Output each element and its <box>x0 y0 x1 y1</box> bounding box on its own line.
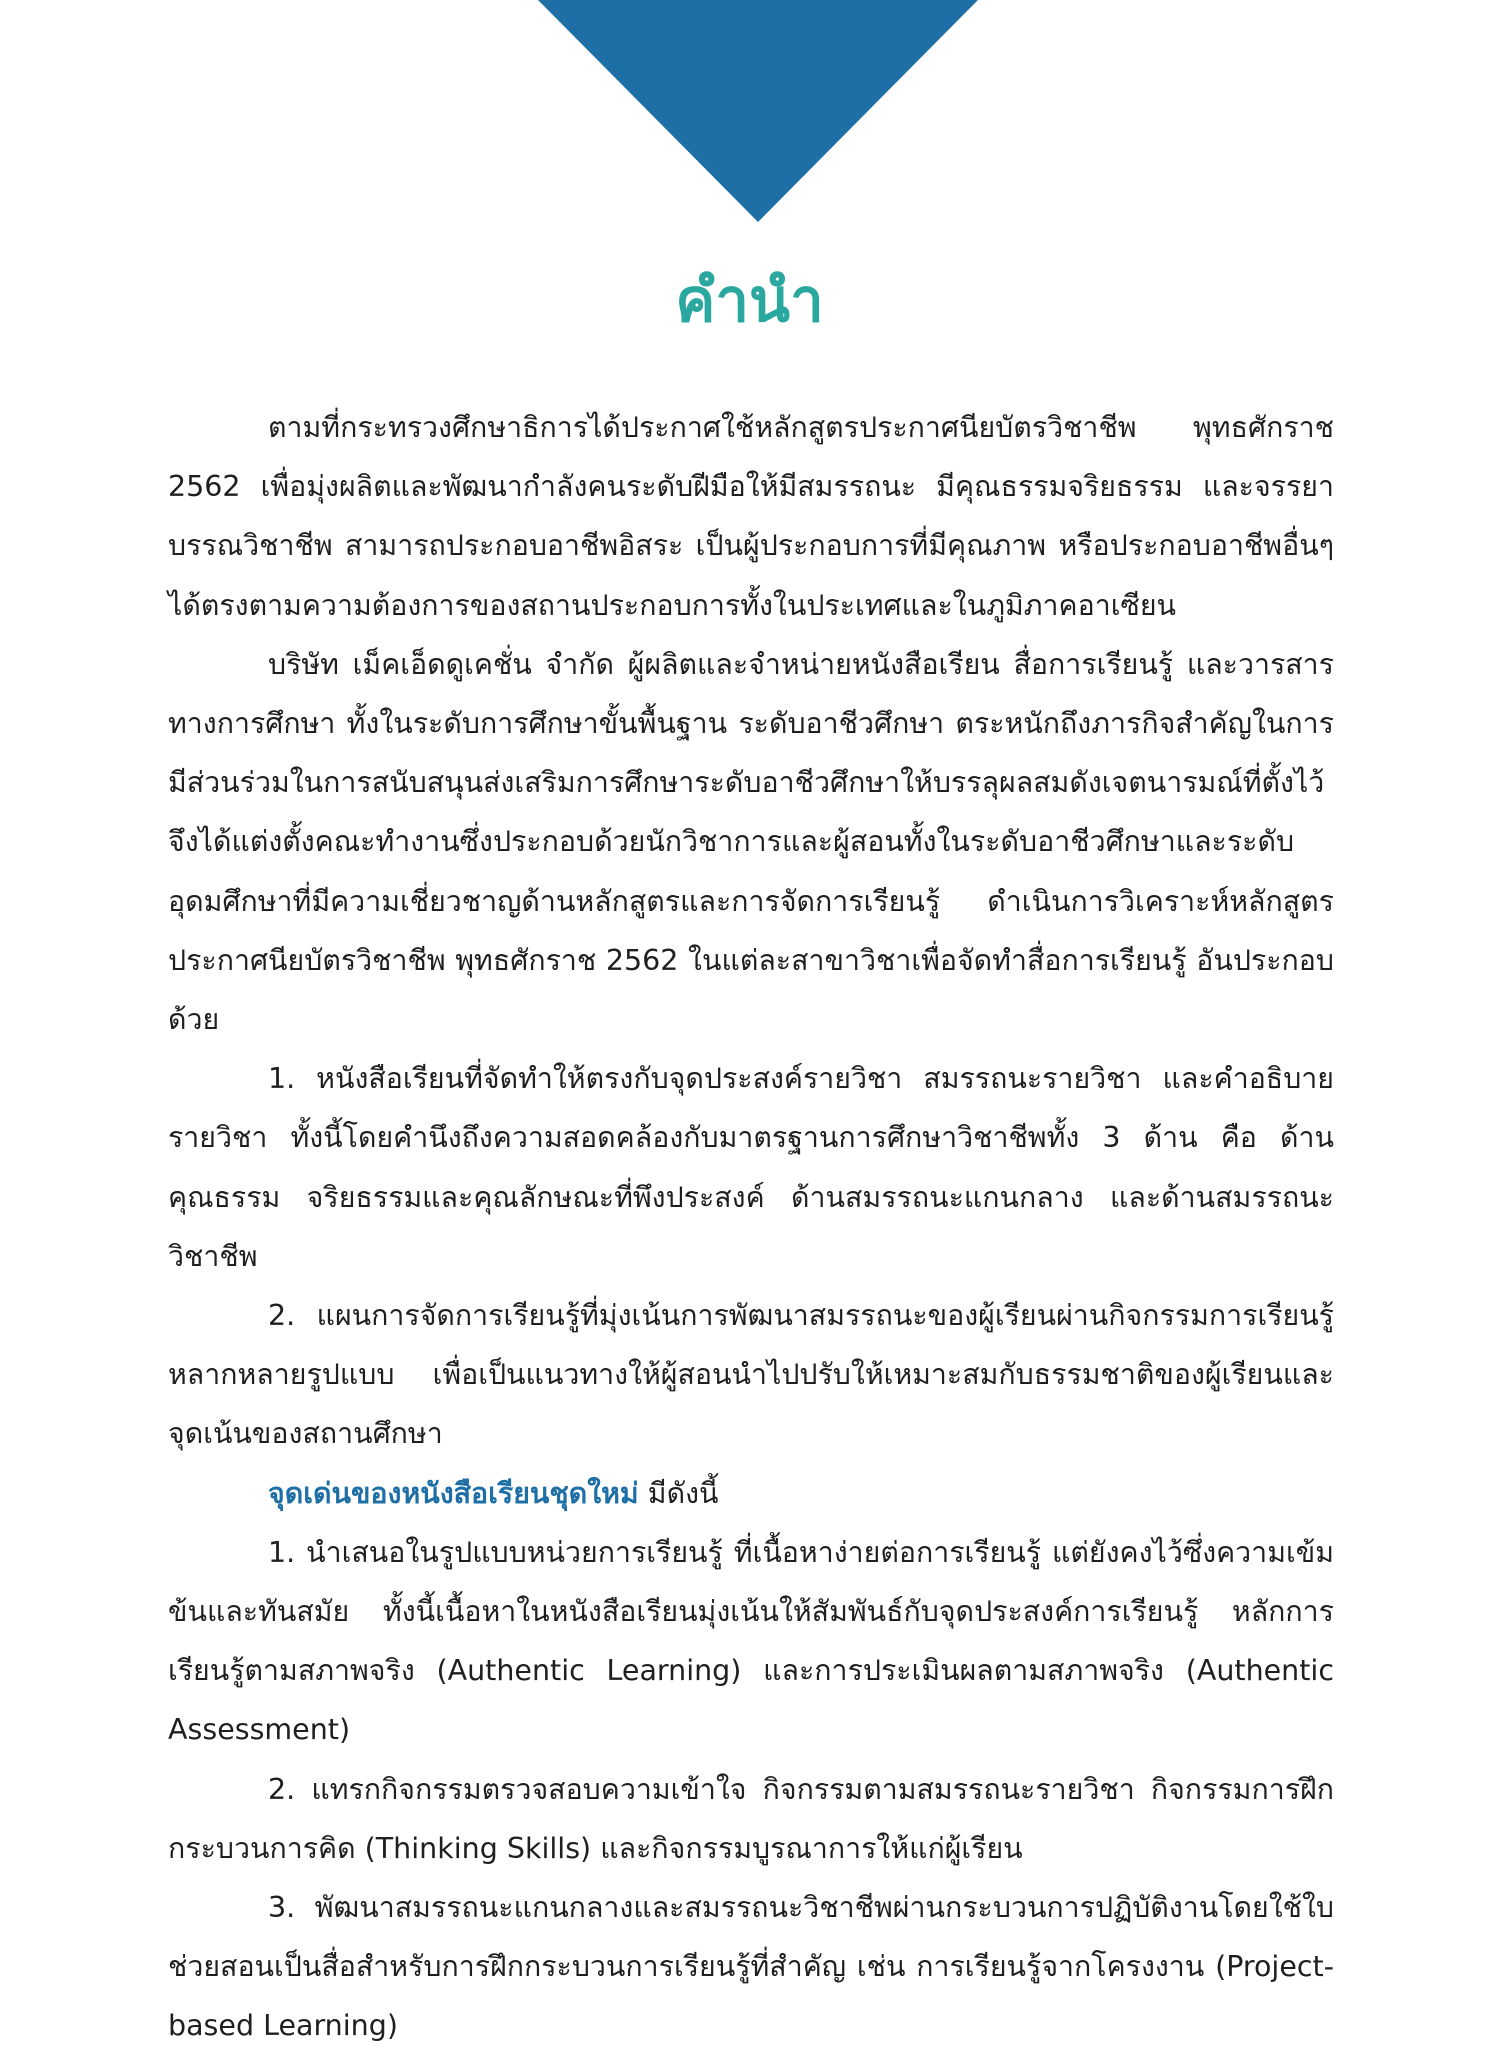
foreword-body <box>168 398 1334 2056</box>
page-title: คำนำ <box>675 266 824 336</box>
decorative-triangle <box>0 0 1499 222</box>
highlights-heading <box>168 1464 1334 1523</box>
highlights-heading-label: จุดเด่นของหนังสือเรียนชุดใหม่ <box>268 1476 639 1510</box>
highlight-item-2: 2. แทรกกิจกรรมตรวจสอบความเข้าใจ กิจกรรมตามสมรรถนะรายวิชา กิจกรรมการฝึกกระบวนการคิด (Thinking Skills) และกิจกรรมบูรณาการให้แก่ผู้เรียน <box>168 1772 1334 1865</box>
highlights-heading-suffix: มีดังนี้ <box>638 1476 719 1510</box>
highlight-item-3: 3. พัฒนาสมรรถนะแกนกลางและสมรรถนะวิชาชีพผ่านกระบวนการปฏิบัติงานโดยใช้ใบช่วยสอนเป็นสื่อสำหรับการฝึกกระบวนการเรียนรู้ที่สำคัญ เช่น การเรียนรู้จากโครงงาน (Project-based Learning) <box>168 1891 1334 2043</box>
highlight-item-1: 1. นำเสนอในรูปแบบหน่วยการเรียนรู้ ที่เนื้อหาง่ายต่อการเรียนรู้ แต่ยังคงไว้ซึ่งความเข้มข้นและทันสมัย ทั้งนี้เนื้อหาในหนังสือเรียนมุ่งเน้นให้สัมพันธ์กับจุดประสงค์การเรียนรู้ หลักการเรียนรู้ตามสภาพจริง (Authentic Learning) และการประเมินผลตามสภาพจริง (Authentic Assessment) <box>168 1535 1334 1747</box>
intro-paragraph-2: บริษัท เม็คเอ็ดดูเคชั่น จำกัด ผู้ผลิตและจำหน่ายหนังสือเรียน สื่อการเรียนรู้ และวารสารทางการศึกษา ทั้งในระดับการศึกษาขั้นพื้นฐาน ระดับอาชีวศึกษา ตระหนักถึงภารกิจสำคัญในการมีส่วนร่วมในการสนับสนุนส่งเสริมการศึกษาระดับอาชีวศึกษาให้บรรลุผลสมดังเจตนารมณ์ที่ตั้งไว้ จึงได้แต่งตั้งคณะทำงานซึ่งประกอบด้วยนักวิชาการและผู้สอนทั้งในระดับอาชีวศึกษาและระดับอุดมศึกษาที่มีความเชี่ยวชาญด้านหลักสูตรและการจัดการเรียนรู้ ดำเนินการวิเคราะห์หลักสูตรประกาศนียบัตรวิชาชีพ พุทธศักราช 2562 ในแต่ละสาขาวิชาเพื่อจัดทำสื่อการเรียนรู้ อันประกอบด้วย <box>168 647 1334 1037</box>
intro-paragraph-1: ตามที่กระทรวงศึกษาธิการได้ประกาศใช้หลักสูตรประกาศนียบัตรวิชาชีพ พุทธศักราช 2562 เพื่อมุ่งผลิตและพัฒนากำลังคนระดับฝีมือให้มีสมรรถนะ มีคุณธรรมจริยธรรม และจรรยาบรรณวิชาชีพ สามารถประกอบอาชีพอิสระ เป็นผู้ประกอบการที่มีคุณภาพ หรือประกอบอาชีพอื่นๆ ได้ตรงตามความต้องการของสถานประกอบการทั้งในประเทศและในภูมิภาคอาเซียน <box>168 411 1334 622</box>
intro-list-item-1: 1. หนังสือเรียนที่จัดทำให้ตรงกับจุดประสงค์รายวิชา สมรรถนะรายวิชา และคำอธิบายรายวิชา ทั้งนี้โดยคำนึงถึงความสอดคล้องกับมาตรฐานการศึกษาวิชาชีพทั้ง 3 ด้าน คือ ด้านคุณธรรม จริยธรรมและคุณลักษณะที่พึงประสงค์ ด้านสมรรถนะแกนกลาง และด้านสมรรถนะวิชาชีพ <box>168 1062 1334 1273</box>
intro-list-item-2: 2. แผนการจัดการเรียนรู้ที่มุ่งเน้นการพัฒนาสมรรถนะของผู้เรียนผ่านกิจกรรมการเรียนรู้หลากหลายรูปแบบ เพื่อเป็นแนวทางให้ผู้สอนนำไปปรับให้เหมาะสมกับธรรมชาติของผู้เรียนและจุดเน้นของสถานศึกษา <box>168 1299 1334 1451</box>
